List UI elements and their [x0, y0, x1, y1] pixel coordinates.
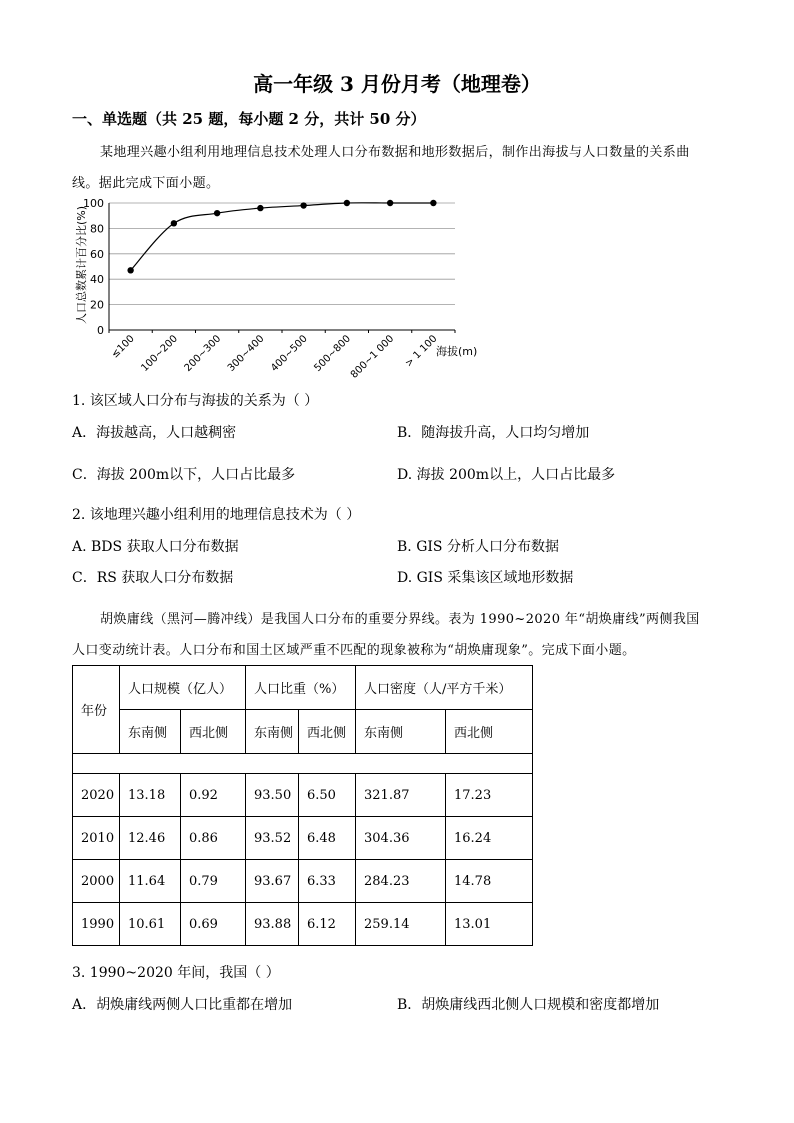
table-cell: 304.36 [356, 817, 446, 860]
table-cell: 93.52 [246, 817, 299, 860]
table-cell: 1990 [73, 903, 120, 946]
q1-option-b[interactable]: B．随海拔升高，人口均匀增加 [397, 425, 590, 441]
q2-stem: 2. 该地理兴趣小组利用的地理信息技术为（ ） [72, 507, 361, 523]
x-tick-label: 300~400 [225, 333, 267, 375]
x-tick-label: 200~300 [182, 333, 224, 375]
altitude-population-chart [68, 195, 478, 381]
x-tick-label: 400~500 [269, 333, 310, 375]
data-point [257, 205, 263, 211]
table-cell: 2010 [73, 817, 120, 860]
group-header-share: 人口比重（%） [246, 666, 356, 710]
q1-option-d[interactable]: D. 海拔 200m以上，人口占比最多 [397, 467, 616, 483]
y-tick-label: 80 [90, 222, 104, 236]
sub-header: 西北侧 [181, 710, 246, 754]
table-cell: 6.12 [299, 903, 356, 946]
data-points [127, 200, 436, 274]
x-tick-label: 500~800 [312, 333, 353, 375]
q2-option-a[interactable]: A. BDS 获取人口分布数据 [72, 539, 239, 555]
population-table [72, 665, 533, 946]
table-cell: 16.24 [446, 817, 533, 860]
x-tick-label: ≤100 [109, 333, 137, 361]
table-cell: 6.48 [299, 817, 356, 860]
table-cell: 0.92 [181, 774, 246, 817]
intro2-line2: 人口变动统计表。人口分布和国土区域严重不匹配的现象被称为“胡焕庸现象”。完成下面小题。 [72, 643, 636, 658]
table-cell: 259.14 [356, 903, 446, 946]
y-tick-label: 40 [90, 273, 104, 287]
x-tick-label: 800~1 000 [348, 333, 397, 381]
y-axis-label: 人口总数累计百分比(%) [75, 205, 88, 325]
q2-option-c[interactable]: C．RS 获取人口分布数据 [72, 570, 234, 586]
sub-header: 东南侧 [356, 710, 446, 754]
x-tick-label: 100~200 [139, 333, 180, 375]
year-header: 年份 [73, 666, 120, 754]
data-point [300, 202, 306, 208]
section-heading: 一、单选题（共 25 题，每小题 2 分，共计 50 分） [72, 110, 426, 128]
table-cell: 321.87 [356, 774, 446, 817]
table-cell: 12.46 [120, 817, 181, 860]
data-point [127, 267, 133, 273]
intro1-line1: 某地理兴趣小组利用地理信息技术处理人口分布数据和地形数据后，制作出海拔与人口数量的关系曲 [100, 145, 690, 160]
q3-option-a[interactable]: A．胡焕庸线两侧人口比重都在增加 [72, 997, 293, 1013]
sub-header: 西北侧 [299, 710, 356, 754]
group-header-density: 人口密度（人/平方千米） [356, 666, 533, 710]
series-line [131, 203, 434, 270]
table-cell: 6.33 [299, 860, 356, 903]
data-point [171, 220, 177, 226]
data-point [344, 200, 350, 206]
table-cell: 14.78 [446, 860, 533, 903]
page-title: 高一年级 3 月份月考（地理卷） [253, 72, 541, 96]
q1-option-a[interactable]: A．海拔越高，人口越稠密 [72, 425, 237, 441]
chart-axes [109, 203, 455, 333]
x-tick-label: > 1 100 [403, 333, 440, 370]
q3-option-b[interactable]: B．胡焕庸线西北侧人口规模和密度都增加 [397, 997, 660, 1013]
y-tick-label: 60 [90, 247, 104, 261]
y-tick-label: 0 [97, 324, 104, 337]
sub-header: 西北侧 [446, 710, 533, 754]
y-tick-label: 100 [83, 197, 104, 210]
table-cell: 2000 [73, 860, 120, 903]
y-tick-label: 20 [90, 298, 104, 312]
table-cell: 0.86 [181, 817, 246, 860]
table-cell: 13.18 [120, 774, 181, 817]
table-cell: 2020 [73, 774, 120, 817]
data-point [430, 200, 436, 206]
sub-header: 东南侧 [246, 710, 299, 754]
q3-stem: 3. 1990~2020 年间，我国（ ） [72, 965, 280, 981]
table-cell: 17.23 [446, 774, 533, 817]
x-axis-label: 海拔(m) [436, 345, 478, 358]
table-cell: 0.79 [181, 860, 246, 903]
group-header-scale: 人口规模（亿人） [120, 666, 246, 710]
q1-stem: 1. 该区域人口分布与海拔的关系为（ ） [72, 393, 319, 409]
table-cell: 13.01 [446, 903, 533, 946]
x-tick-labels [110, 333, 440, 380]
data-point [387, 200, 393, 206]
table-cell: 93.50 [246, 774, 299, 817]
intro1-line2: 线。据此完成下面小题。 [72, 176, 220, 191]
q2-option-d[interactable]: D. GIS 采集该区域地形数据 [397, 570, 574, 586]
data-point [214, 210, 220, 216]
chart-grid [109, 203, 455, 305]
table-cell: 11.64 [120, 860, 181, 903]
q2-option-b[interactable]: B. GIS 分析人口分布数据 [397, 539, 559, 555]
table-cell: 10.61 [120, 903, 181, 946]
table-cell: 0.69 [181, 903, 246, 946]
intro2-line1: 胡焕庸线（黑河—腾冲线）是我国人口分布的重要分界线。表为 1990~2020 年“胡焕庸线”两侧我国 [100, 612, 700, 627]
q1-option-c[interactable]: C．海拔 200m以下，人口占比最多 [72, 467, 296, 483]
table-cell: 93.88 [246, 903, 299, 946]
table-cell: 284.23 [356, 860, 446, 903]
sub-header: 东南侧 [120, 710, 181, 754]
table-cell: 6.50 [299, 774, 356, 817]
table-cell: 93.67 [246, 860, 299, 903]
